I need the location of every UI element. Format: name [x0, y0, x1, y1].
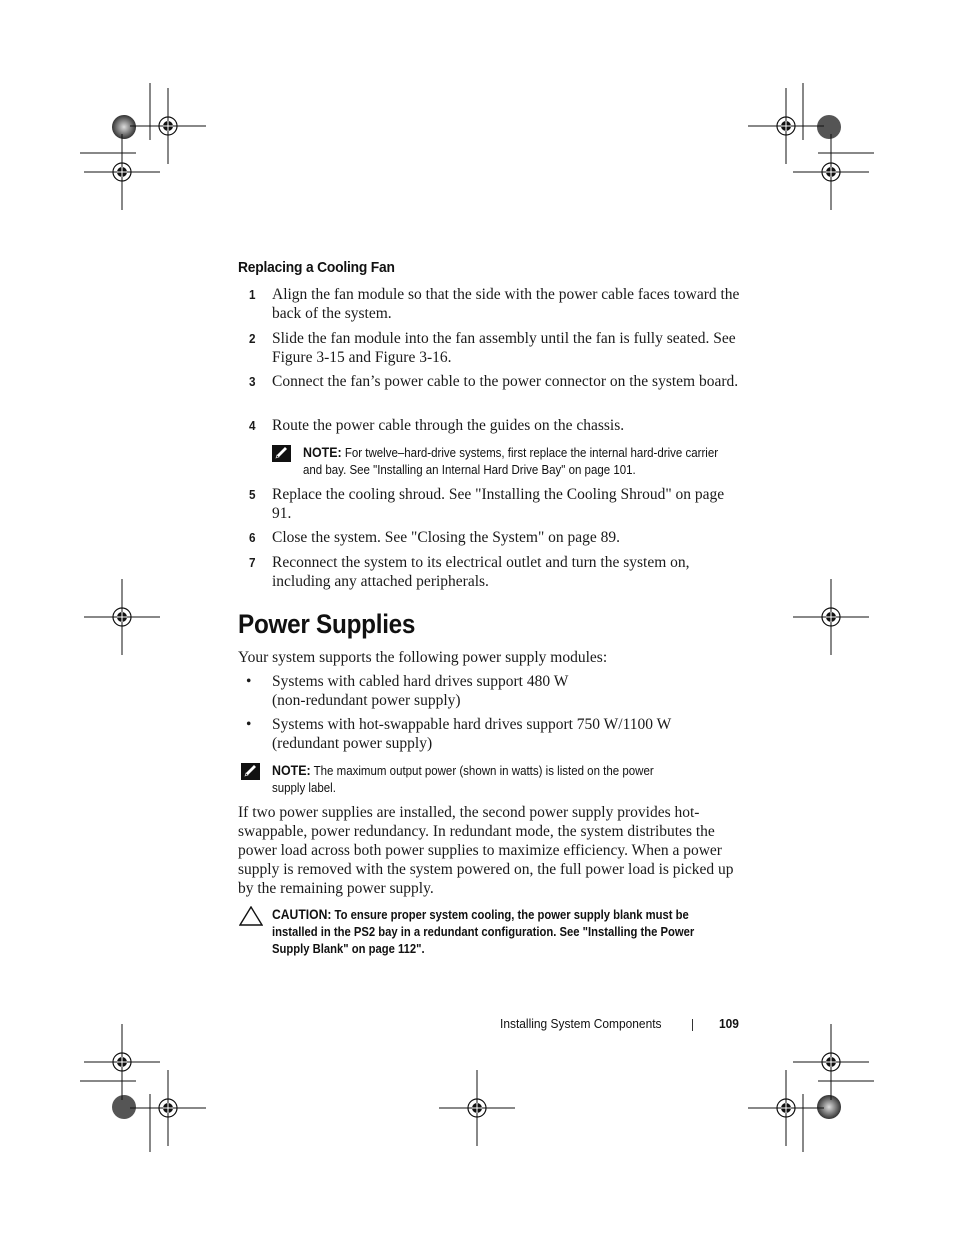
bullet-text: Systems with cabled hard drives support 480 W (non-redundant power supply)	[272, 673, 569, 709]
step-number: 7	[249, 555, 256, 570]
step-text: Route the power cable through the guides on the chassis.	[272, 417, 625, 434]
step-text: Align the fan module so that the side with the power cable faces toward the back of the system.	[272, 286, 740, 322]
step-number: 2	[249, 331, 256, 346]
step-text: Slide the fan module into the fan assembly until the fan is fully seated. See Figure 3-15 and Figure 3-16.	[272, 330, 736, 366]
section-heading: Replacing a Cooling Fan	[238, 259, 395, 276]
step-text: Reconnect the system to its electrical outlet and turn the system on, including any attached peripherals.	[272, 554, 690, 590]
page-number: 109	[719, 1016, 739, 1031]
bullet-symbol: •	[246, 673, 252, 690]
note-box	[303, 444, 722, 479]
registration-mark-icon	[793, 134, 869, 210]
intro-paragraph: Your system supports the following power supply modules:	[238, 649, 608, 666]
step-text: Replace the cooling shroud. See "Installing the Cooling Shroud" on page 91.	[272, 486, 725, 522]
note-label: NOTE:	[303, 445, 342, 460]
registration-mark-icon	[817, 1095, 841, 1119]
note-text: For twelve–hard-drive systems, first replace the internal hard-drive carrier and bay. See "Installing an Internal Hard Drive Bay" on page 101.	[303, 446, 719, 477]
step-number: 5	[249, 487, 256, 502]
note-box	[272, 762, 657, 797]
registration-mark-icon	[793, 579, 869, 655]
registration-mark-icon	[84, 579, 160, 655]
registration-mark-icon	[112, 115, 136, 139]
registration-mark-icon	[84, 1024, 160, 1100]
registration-mark-icon	[130, 88, 206, 164]
bullet-symbol: •	[246, 716, 252, 733]
registration-mark-icon	[439, 1070, 515, 1146]
bullet-text: Systems with hot-swappable hard drives support 750 W/1100 W (redundant power supply)	[272, 716, 671, 752]
registration-mark-icon	[84, 134, 160, 210]
registration-mark-icon	[130, 1070, 206, 1146]
note-pencil-icon	[241, 763, 260, 780]
registration-mark-icon	[793, 1024, 869, 1100]
step-number: 4	[249, 418, 256, 433]
registration-mark-icon	[112, 1095, 136, 1119]
page-title: Power Supplies	[238, 609, 416, 639]
registration-mark-icon	[748, 88, 824, 164]
step-number: 1	[249, 287, 256, 302]
note-label: NOTE:	[272, 763, 311, 778]
registration-mark-icon	[748, 1070, 824, 1146]
caution-label: CAUTION:	[272, 907, 332, 922]
step-number: 3	[249, 374, 256, 389]
step-text: Connect the fan’s power cable to the power connector on the system board.	[272, 373, 739, 390]
footer-divider	[692, 1019, 693, 1031]
step-number: 6	[249, 530, 256, 545]
body-paragraph: If two power supplies are installed, the second power supply provides hot-swappable, power redundancy. In redundant mode, the system distributes the power load across both power supplies to maximize efficiency. When a power supply is removed with the system powered on, the full power load is picked up by the remaining power supply.	[238, 804, 734, 897]
caution-text: To ensure proper system cooling, the power supply blank must be installed in the PS2 bay in a redundant configuration. See "Installing the Power Supply Blank" on page 112".	[272, 908, 695, 956]
step-text: Close the system. See "Closing the System" on page 89.	[272, 529, 621, 546]
note-text: The maximum output power (shown in watts) is listed on the power supply label.	[272, 764, 654, 795]
caution-box	[272, 906, 731, 958]
note-pencil-icon	[272, 445, 291, 462]
registration-mark-icon	[817, 115, 841, 139]
footer-section-title: Installing System Components	[500, 1016, 662, 1031]
caution-triangle-icon	[239, 906, 263, 926]
